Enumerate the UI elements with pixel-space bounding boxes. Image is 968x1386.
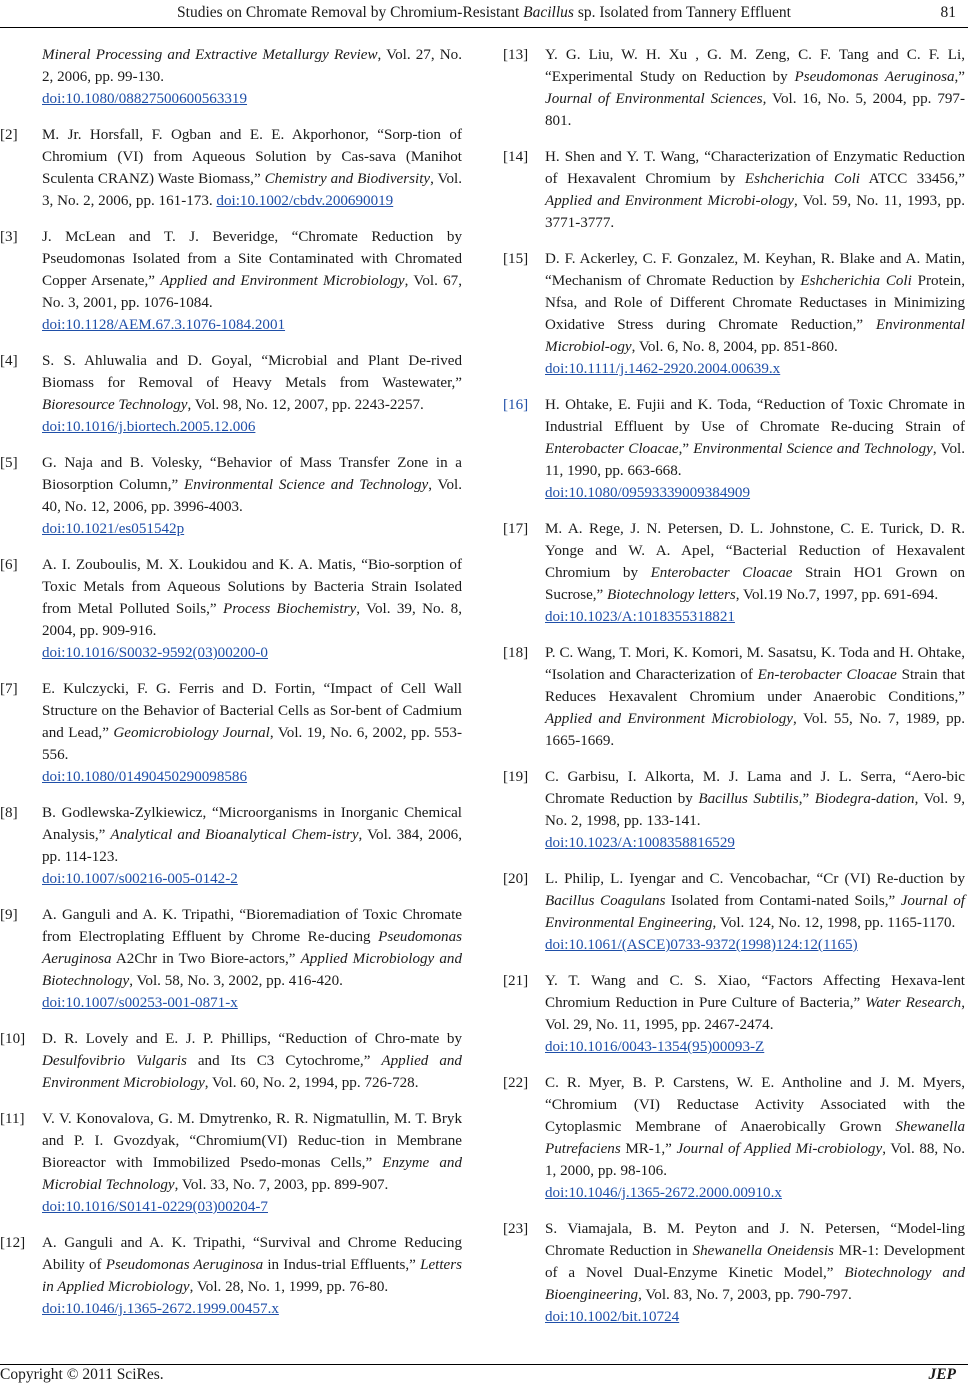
reference-2: [2] M. Jr. Horsfall, F. Ogban and E. E. Akporhonor, “Sorp-tion of Chromium (VI) from Aqueous Solution by Cas-sava (Manihot Sculenta CRANZ) Waste Biomass,” Chemistry and Biodiversity, Vol. 3, No. 2, 2006, pp. 161-173. doi:10.1002/cbdv.200690019	[0, 124, 462, 212]
reference-label: [8]	[0, 805, 18, 821]
reference-1-continued: Mineral Processing and Extractive Metallurgy Review, Vol. 27, No. 2, 2006, pp. 99-130. doi:10.1080/08827500600563319	[0, 44, 462, 110]
doi-link[interactable]: doi:10.1046/j.1365-2672.2000.00910.x	[545, 1185, 782, 1201]
reference-label: [14]	[503, 149, 529, 165]
doi-link[interactable]: doi:10.1080/08827500600563319	[42, 91, 248, 107]
reference-5: [5] G. Naja and B. Volesky, “Behavior of Mass Transfer Zone in a Biosorption Column,” Environmental Science and Technology, Vol. 40, No. 12, 2006, pp. 3996-4003. doi:10.1021/es051542p	[0, 452, 462, 540]
reference-label: [18]	[503, 645, 529, 661]
reference-3: [3] J. McLean and T. J. Beveridge, “Chromate Reduction by Pseudomonas Isolated from a Site Contaminated with Chromated Copper Arsenate,” Applied and Environment Microbiology, Vol. 67, No. 3, 2001, pp. 1076-1084. doi:10.1128/AEM.67.3.1076-1084.2001	[0, 226, 462, 336]
page-number: 81	[940, 4, 956, 21]
reference-label-link[interactable]: [16]	[503, 397, 529, 413]
reference-label: [12]	[0, 1235, 26, 1251]
running-header	[0, 0, 968, 28]
reference-label: [11]	[0, 1111, 25, 1127]
reference-label: [2]	[0, 127, 18, 143]
reference-20: [20] L. Philip, L. Iyengar and C. Vencobachar, “Cr (VI) Re-duction by Bacillus Coagulans Isolated from Contami-nated Soils,” Journal of Environmental Engineering, Vol. 124, No. 12, 1998, pp. 1165-1170. doi:10.1061/(ASCE)0733-9372(1998)124:12(1165)	[503, 868, 965, 956]
reference-16: [16] H. Ohtake, E. Fujii and K. Toda, “Reduction of Toxic Chromate in Industrial Effluent by Use of Chromate Re-ducing Strain of Enterobacter Cloacae,” Environmental Science and Technology, Vol. 11, 1990, pp. 663-668. doi:10.1080/09593339009384909	[503, 394, 965, 504]
reference-label: [23]	[503, 1221, 529, 1237]
reference-label: [5]	[0, 455, 18, 471]
reference-label: [7]	[0, 681, 18, 697]
page-footer	[0, 1360, 968, 1386]
reference-11: [11] V. V. Konovalova, G. M. Dmytrenko, R. R. Nigmatullin, M. T. Bryk and P. I. Gvozdyak, “Chromium(VI) Reduc-tion in Membrane Bioreactor with Immobilized Psedo-monas Cells,” Enzyme and Microbial Technology, Vol. 33, No. 7, 2003, pp. 899-907. doi:10.1016/S0141-0229(03)00204-7	[0, 1108, 462, 1218]
reference-23: [23] S. Viamajala, B. M. Peyton and J. N. Petersen, “Model-ling Chromate Reduction in Shewanella Oneidensis MR-1: Development of a Novel Dual-Enzyme Kinetic Model,” Biotechnology and Bioengineering, Vol. 83, No. 7, 2003, pp. 790-797. doi:10.1002/bit.10724	[503, 1218, 965, 1328]
reference-label: [15]	[503, 251, 529, 267]
reference-19: [19] C. Garbisu, I. Alkorta, M. J. Lama and J. L. Serra, “Aero-bic Chromate Reduction by Bacillus Subtilis,” Biodegra-dation, Vol. 9, No. 2, 1998, pp. 133-141. doi:10.1023/A:1008358816529	[503, 766, 965, 854]
reference-6: [6] A. I. Zouboulis, M. X. Loukidou and K. A. Matis, “Bio-sorption of Toxic Metals from Aqueous Solutions by Bacteria Strain Isolated from Metal Polluted Soils,” Process Biochemistry, Vol. 39, No. 8, 2004, pp. 909-916. doi:10.1016/S0032-9592(03)00200-0	[0, 554, 462, 664]
reference-label: [13]	[503, 47, 529, 63]
reference-21: [21] Y. T. Wang and C. S. Xiao, “Factors Affecting Hexava-lent Chromium Reduction in Pure Culture of Bacteria,” Water Research, Vol. 29, No. 11, 1995, pp. 2467-2474. doi:10.1016/0043-1354(95)00093-Z	[503, 970, 965, 1058]
doi-link[interactable]: doi:10.1080/09593339009384909	[545, 485, 751, 501]
doi-link[interactable]: doi:10.1128/AEM.67.3.1076-1084.2001	[42, 317, 286, 333]
reference-10: [10] D. R. Lovely and E. J. P. Phillips, “Reduction of Chro-mate by Desulfovibrio Vulgaris and Its C3 Cytochrome,” Applied and Environment Microbiology, Vol. 60, No. 2, 1994, pp. 726-728.	[0, 1028, 462, 1094]
reference-15: [15] D. F. Ackerley, C. F. Gonzalez, M. Keyhan, R. Blake and A. Matin, “Mechanism of Chromate Reduction by Eshcherichia Coli Protein, Nfsa, and Role of Different Chromate Reductases in Minimizing Oxidative Stress during Chromate Reduction,” Environmental Microbiol-ogy, Vol. 6, No. 8, 2004, pp. 851-860. doi:10.1111/j.1462-2920.2004.00639.x	[503, 248, 965, 380]
reference-17: [17] M. A. Rege, J. N. Petersen, D. L. Johnstone, C. E. Turick, D. R. Yonge and W. A. Apel, “Bacterial Reduction of Hexavalent Chromium by Enterobacter Cloacae Strain HO1 Grown on Sucrose,” Biotechnology letters, Vol.19 No.7, 1997, pp. 691-694. doi:10.1023/A:1018355318821	[503, 518, 965, 628]
journal-abbreviation: JEP	[928, 1366, 956, 1383]
doi-link[interactable]: doi:10.1007/s00253-001-0871-x	[42, 995, 238, 1011]
header-rule	[0, 27, 968, 28]
doi-link[interactable]: doi:10.1016/S0032-9592(03)00200-0	[42, 645, 268, 661]
reference-label: [21]	[503, 973, 529, 989]
reference-label: [20]	[503, 871, 529, 887]
doi-link[interactable]: doi:10.1023/A:1018355318821	[545, 609, 735, 625]
doi-link[interactable]: doi:10.1002/cbdv.200690019	[216, 193, 394, 209]
doi-link[interactable]: doi:10.1021/es051542p	[42, 521, 185, 537]
reference-label: [6]	[0, 557, 18, 573]
doi-link[interactable]: doi:10.1016/0043-1354(95)00093-Z	[545, 1039, 765, 1055]
reference-7: [7] E. Kulczycki, F. G. Ferris and D. Fortin, “Impact of Cell Wall Structure on the Behavior of Bacterial Cells as Sor-bent of Cadmium and Lead,” Geomicrobiology Journal, Vol. 19, No. 6, 2002, pp. 553-556. doi:10.1080/01490450290098586	[0, 678, 462, 788]
reference-12: [12] A. Ganguli and A. K. Tripathi, “Survival and Chrome Reducing Ability of Pseudomonas Aeruginosa in Indus-trial Effluents,” Letters in Applied Microbiology, Vol. 28, No. 1, 1999, pp. 76-80. doi:10.1046/j.1365-2672.1999.00457.x	[0, 1232, 462, 1320]
reference-13: [13] Y. G. Liu, W. H. Xu , G. M. Zeng, C. F. Tang and C. F. Li, “Experimental Study on Reduction by Pseudomonas Aeruginosa,” Journal of Environmental Sciences, Vol. 16, No. 5, 2004, pp. 797-801.	[503, 44, 965, 132]
copyright-notice: Copyright © 2011 SciRes.	[0, 1366, 164, 1383]
doi-link[interactable]: doi:10.1002/bit.10724	[545, 1309, 680, 1325]
doi-link[interactable]: doi:10.1023/A:1008358816529	[545, 835, 735, 851]
doi-link[interactable]: doi:10.1061/(ASCE)0733-9372(1998)124:12(1165)	[545, 937, 858, 953]
references-left-column	[0, 44, 462, 1334]
reference-label: [3]	[0, 229, 18, 245]
reference-label: [19]	[503, 769, 529, 785]
reference-14: [14] H. Shen and Y. T. Wang, “Characterization of Enzymatic Reduction of Hexavalent Chromium by Eshcherichia Coli ATCC 33456,” Applied and Environment Microbi-ology, Vol. 59, No. 11, 1993, pp. 3771-3777.	[503, 146, 965, 234]
reference-label: [9]	[0, 907, 18, 923]
reference-9: [9] A. Ganguli and A. K. Tripathi, “Bioremadiation of Toxic Chromate from Electroplating Effluent by Chrome Re-ducing Pseudomonas Aeruginosa A2Chr in Two Biore-actors,” Applied Microbiology and Biotechnology, Vol. 58, No. 3, 2002, pp. 416-420. doi:10.1007/s00253-001-0871-x	[0, 904, 462, 1014]
references-right-column	[503, 44, 965, 1342]
doi-link[interactable]: doi:10.1046/j.1365-2672.1999.00457.x	[42, 1301, 279, 1317]
doi-link[interactable]: doi:10.1080/01490450290098586	[42, 769, 248, 785]
reference-label: [22]	[503, 1075, 529, 1091]
reference-8: [8] B. Godlewska-Zylkiewicz, “Microorganisms in Inorganic Chemical Analysis,” Analytical and Bioanalytical Chem-istry, Vol. 384, 2006, pp. 114-123. doi:10.1007/s00216-005-0142-2	[0, 802, 462, 890]
doi-link[interactable]: doi:10.1016/j.biortech.2005.12.006	[42, 419, 256, 435]
doi-link[interactable]: doi:10.1111/j.1462-2920.2004.00639.x	[545, 361, 781, 377]
reference-18: [18] P. C. Wang, T. Mori, K. Komori, M. Sasatsu, K. Toda and H. Ohtake, “Isolation and Characterization of En-terobacter Cloacae Strain that Reduces Hexavalent Chromium under Anaerobic Conditions,” Applied and Environment Microbiology, Vol. 55, No. 7, 1989, pp. 1665-1669.	[503, 642, 965, 752]
doi-link[interactable]: doi:10.1016/S0141-0229(03)00204-7	[42, 1199, 268, 1215]
reference-label: [10]	[0, 1031, 26, 1047]
running-title: Studies on Chromate Removal by Chromium-Resistant Bacillus sp. Isolated from Tannery Effluent	[177, 4, 791, 21]
reference-label: [4]	[0, 353, 18, 369]
doi-link[interactable]: doi:10.1007/s00216-005-0142-2	[42, 871, 238, 887]
reference-4: [4] S. S. Ahluwalia and D. Goyal, “Microbial and Plant De-rived Biomass for Removal of Heavy Metals from Wastewater,” Bioresource Technology, Vol. 98, No. 12, 2007, pp. 2243-2257. doi:10.1016/j.biortech.2005.12.006	[0, 350, 462, 438]
reference-label: [17]	[503, 521, 529, 537]
reference-22: [22] C. R. Myer, B. P. Carstens, W. E. Antholine and J. M. Myers, “Chromium (VI) Reductase Activity Associated with the Cytoplasmic Membrane of Anaerobically Grown Shewanella Putrefaciens MR-1,” Journal of Applied Mi-crobiology, Vol. 88, No. 1, 2000, pp. 98-106. doi:10.1046/j.1365-2672.2000.00910.x	[503, 1072, 965, 1204]
